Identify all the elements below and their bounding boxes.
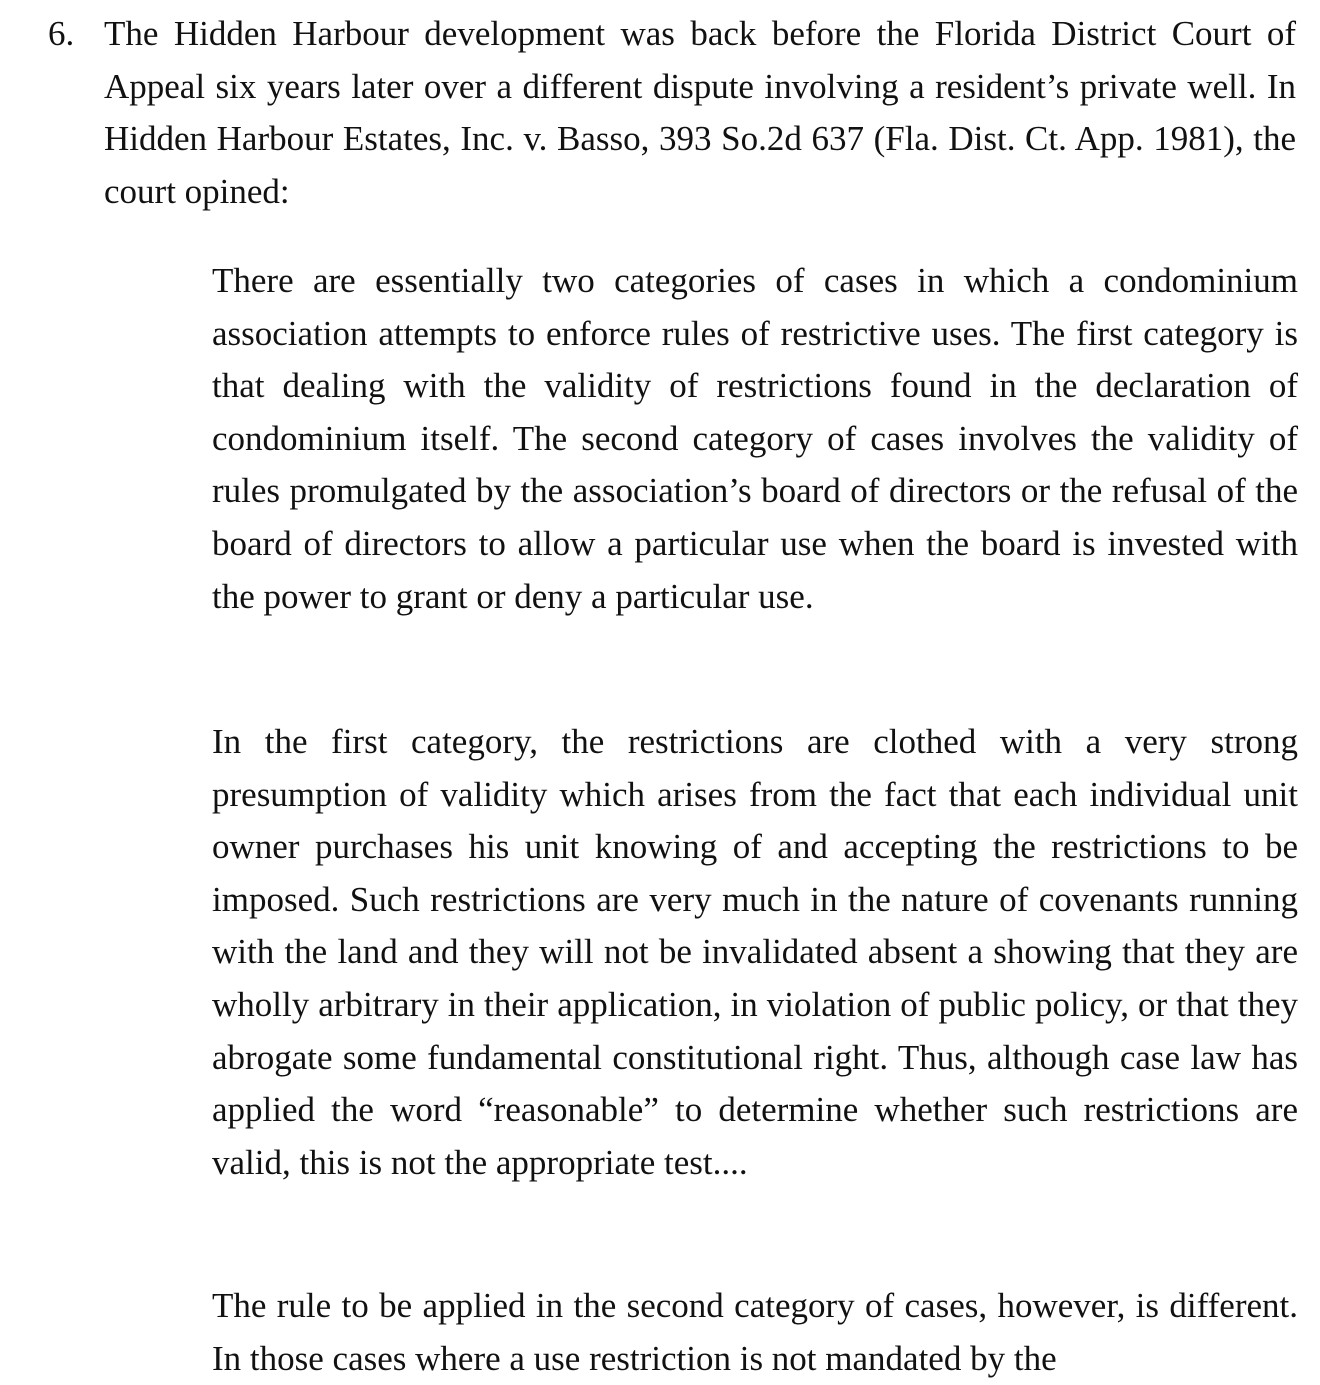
quote-text: There are essentially two categories of cases in which a condominium association attempts to enforce rules of restrictive uses. The first category is that dealing with the validity of restrictions found in the declaration of condominium itself. The second category of cases involves the validity of rules promulgated by the association’s board of directors or the refusal of the board of directors to allow a particular use when the board is invested with the power to grant or deny a particular use. xyxy=(212,261,1298,616)
quote-text: In the first category, the restrictions are clothed with a very strong presumption of validity which arises from the fact that each individual unit owner purchases his unit knowing of and accepting the restrictions to be imposed. Such restrictions are very much in the nature of covenants running with the land and they will not be invalidated absent a showing that they are wholly arbitrary in their application, in violation of public policy, or that they abrogate some fundamental constitutional right. Thus, although case law has applied the word “reasonable” to determine whether such restrictions are valid, this is not the appropriate test.... xyxy=(212,722,1298,1182)
paragraph-text: The Hidden Harbour development was back before the Florida District Court of Appeal six years later over a different dispute involving a resident’s private well. In Hidden Harbour Estates, Inc. v. Basso, 393 So.2d 637 (Fla. Dist. Ct. App. 1981), the court opined: xyxy=(104,14,1296,211)
block-quote-paragraph xyxy=(212,1280,1298,1385)
paragraph-number: 6. xyxy=(48,14,75,53)
quote-text: The rule to be applied in the second category of cases, however, is different. In those cases where a use restriction is not mandated by the xyxy=(212,1286,1298,1378)
block-quote-paragraph xyxy=(212,716,1298,1189)
block-quote-paragraph xyxy=(212,255,1298,623)
